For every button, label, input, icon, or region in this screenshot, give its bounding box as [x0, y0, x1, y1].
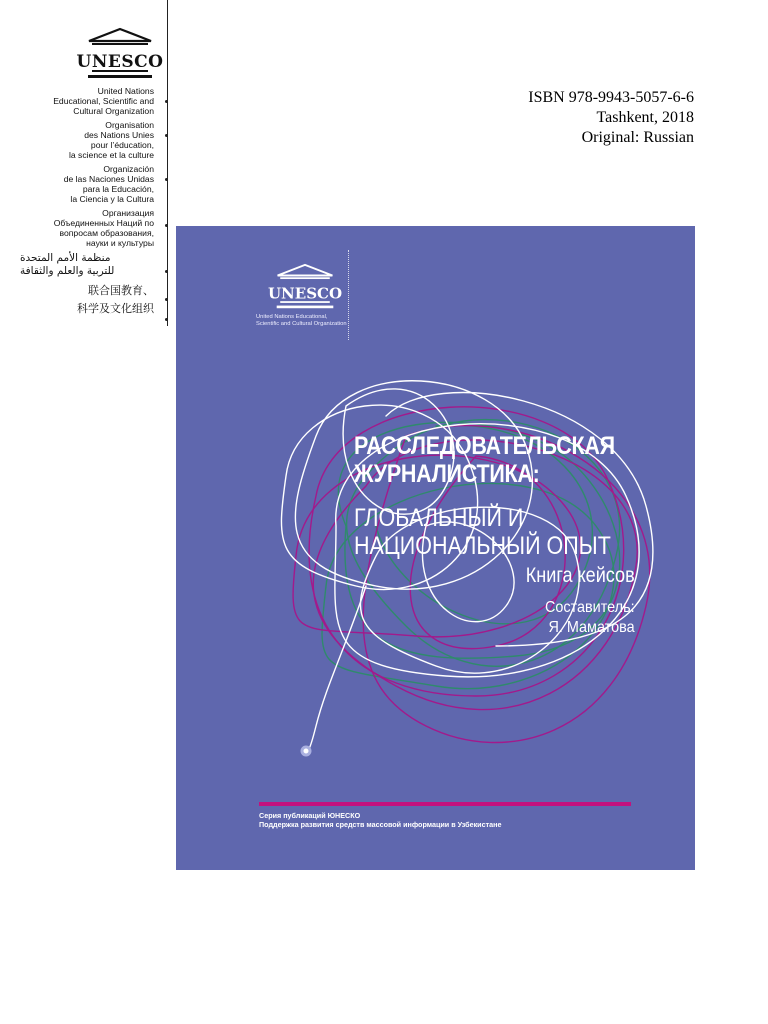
cover-accent-bar	[259, 802, 631, 806]
svg-text:UNESCO: UNESCO	[76, 52, 164, 72]
name-zh: 联合国教育、 科学及文化组织	[77, 284, 154, 315]
cover-series-text: Серия публикаций ЮНЕСКО Поддержка развития средств массовой информации в Узбекистане	[259, 811, 502, 829]
cover-dotted-line	[348, 250, 353, 340]
cover-subtitle: ГЛОБАЛЬНЫЙ И НАЦИОНАЛЬНЫЙ ОПЫТ	[354, 504, 611, 560]
name-es: Organización de las Naciones Unidas para la Educación, la Ciencia y la Cultura	[63, 164, 154, 204]
cover-case-book: Книга кейсов	[526, 564, 635, 587]
name-en: United Nations Educational, Scientific and Cultural Organization	[53, 86, 154, 116]
compiler-label: Составитель:	[545, 599, 635, 616]
cover-compiler	[545, 598, 635, 638]
book-cover	[176, 226, 695, 870]
svg-text:UNESCO: UNESCO	[267, 284, 343, 303]
name-ru: Организация Объединенных Наций по вопросам образования, науки и культуры	[53, 208, 154, 248]
unesco-logo	[76, 28, 164, 80]
publication-meta	[528, 88, 694, 148]
cover-org-name: United Nations Educational, Scientific and Cultural Organization	[256, 314, 347, 327]
isbn-text: ISBN 978-9943-5057-6-6	[528, 89, 694, 106]
cover-title: РАССЛЕДОВАТЕЛЬСКАЯ ЖУРНАЛИСТИКА:	[354, 432, 615, 488]
cover-unesco-logo	[267, 264, 343, 310]
name-fr: Organisation des Nations Unies pour l’éducation, la science et la culture	[68, 120, 154, 160]
place-year-text: Tashkent, 2018	[596, 109, 694, 126]
unesco-names	[20, 86, 154, 318]
compiler-name: Я. Маматова	[548, 619, 635, 636]
original-language-text: Original: Russian	[581, 129, 694, 146]
divider-line	[167, 0, 168, 326]
name-ar: منظمة الأمم المتحدة للتربية والعلم والثقافة	[20, 252, 115, 277]
